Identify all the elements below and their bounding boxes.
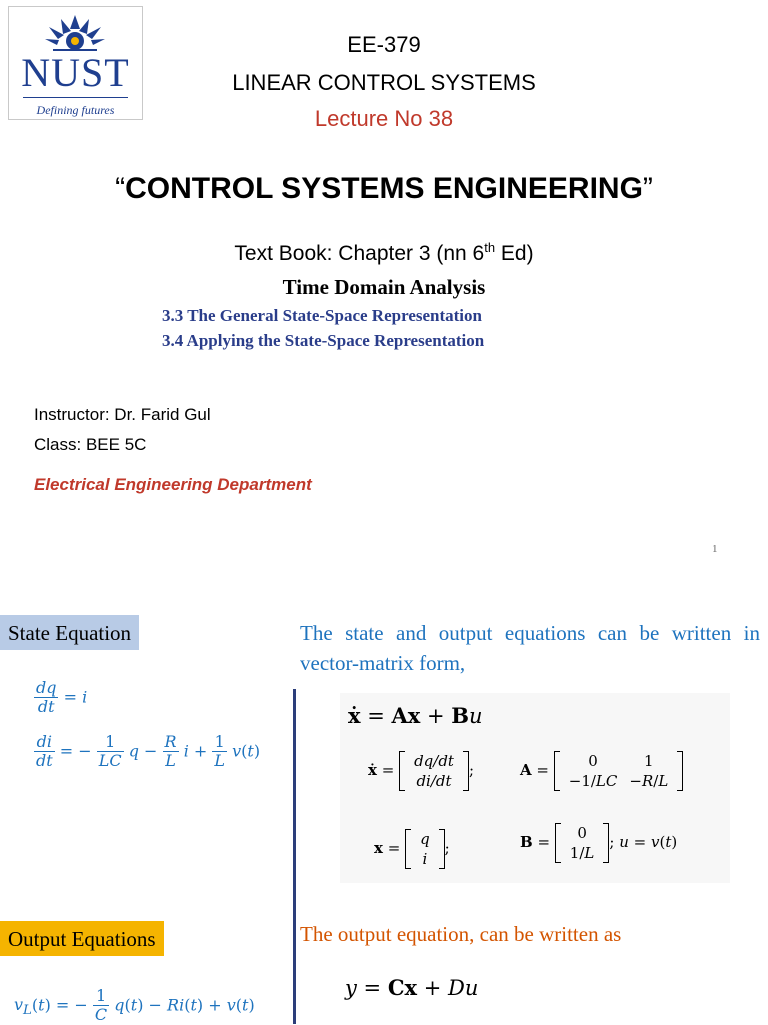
x-dot-vector: dq/dt di/dt	[399, 751, 469, 791]
output-equation: y = Cx + Du	[345, 975, 479, 1000]
course-code: EE-379	[347, 32, 421, 57]
one-over-l-fraction: $\frac{1}{L}$	[214, 732, 226, 771]
book-title	[0, 172, 768, 206]
a-matrix-definition: A = 0 1 −1/LC −R/L	[520, 751, 683, 791]
a-matrix: 0 1 −1/LC −R/L	[554, 751, 684, 791]
output-equations-label: Output Equations	[0, 921, 164, 956]
b-matrix-definition: B = 0 1/L ; u = v(t)	[520, 824, 678, 862]
state-space-slide	[0, 575, 768, 1024]
section-item-3-4: 3.4 Applying the State-Space Representation	[162, 331, 485, 350]
vertical-divider	[293, 689, 296, 1024]
logo-tagline: Defining futures	[36, 103, 115, 117]
logo-divider	[23, 97, 128, 98]
x-dot-definition: ẋ = dq/dt di/dt ;	[368, 752, 475, 790]
class-name: Class: BEE 5C	[34, 435, 147, 454]
output-equation-paragraph: The output equation, can be written as	[300, 922, 622, 946]
textbook-line	[0, 240, 768, 266]
book-title-text: CONTROL SYSTEMS ENGINEERING	[125, 172, 643, 205]
r-over-l-fraction: $\frac{R}{L}$	[164, 732, 177, 771]
state-equation-label: State Equation	[0, 615, 139, 650]
inductor-voltage-equation: $v_L(t)$ = − $\frac{1}{C}$ q(t) − Ri(t) + v(t)	[14, 986, 255, 1025]
topic-heading: Time Domain Analysis	[282, 275, 486, 299]
textbook-prefix: Text Book: Chapter 3 (nn 6	[234, 242, 485, 265]
textbook-suffix: Ed)	[495, 242, 534, 265]
textbook-superscript: th	[484, 240, 496, 255]
state-space-equation: ẋ = Ax + Bu	[348, 703, 483, 728]
one-over-c-fraction: $\frac{1}{C}$	[94, 986, 108, 1025]
nust-logo	[8, 6, 143, 120]
department: Electrical Engineering Department	[34, 475, 312, 494]
state-equation-1: $\frac{dq}{dt}$ = i	[36, 678, 88, 717]
state-equation-2: $\frac{di}{dt}$ = − $\frac{1}{LC}$ q − $\frac{R}{L}$ i + $\frac{1}{L}$ v(t)	[36, 732, 261, 771]
quote-close: ”	[642, 172, 653, 205]
vector-matrix-paragraph: The state and output equations can be written in vector-matrix form,	[300, 621, 760, 675]
di-dt-fraction: $\frac{di}{dt}$	[36, 732, 53, 771]
course-name: LINEAR CONTROL SYSTEMS	[232, 70, 536, 95]
x-vector: q i	[405, 829, 445, 869]
logo-wordmark: NUST	[21, 50, 130, 95]
section-item-3-3: 3.3 The General State-Space Representation	[162, 306, 482, 325]
instructor: Instructor: Dr. Farid Gul	[34, 405, 211, 424]
quote-open: “	[115, 172, 126, 205]
one-over-lc-fraction: $\frac{1}{LC}$	[98, 732, 122, 771]
lecture-number: Lecture No 38	[314, 106, 454, 131]
x-definition: x = q i ;	[374, 830, 450, 868]
page-number: 1	[712, 543, 718, 555]
b-matrix: 0 1/L	[555, 823, 610, 863]
dq-dt-fraction: $\frac{dq}{dt}$	[36, 678, 57, 717]
